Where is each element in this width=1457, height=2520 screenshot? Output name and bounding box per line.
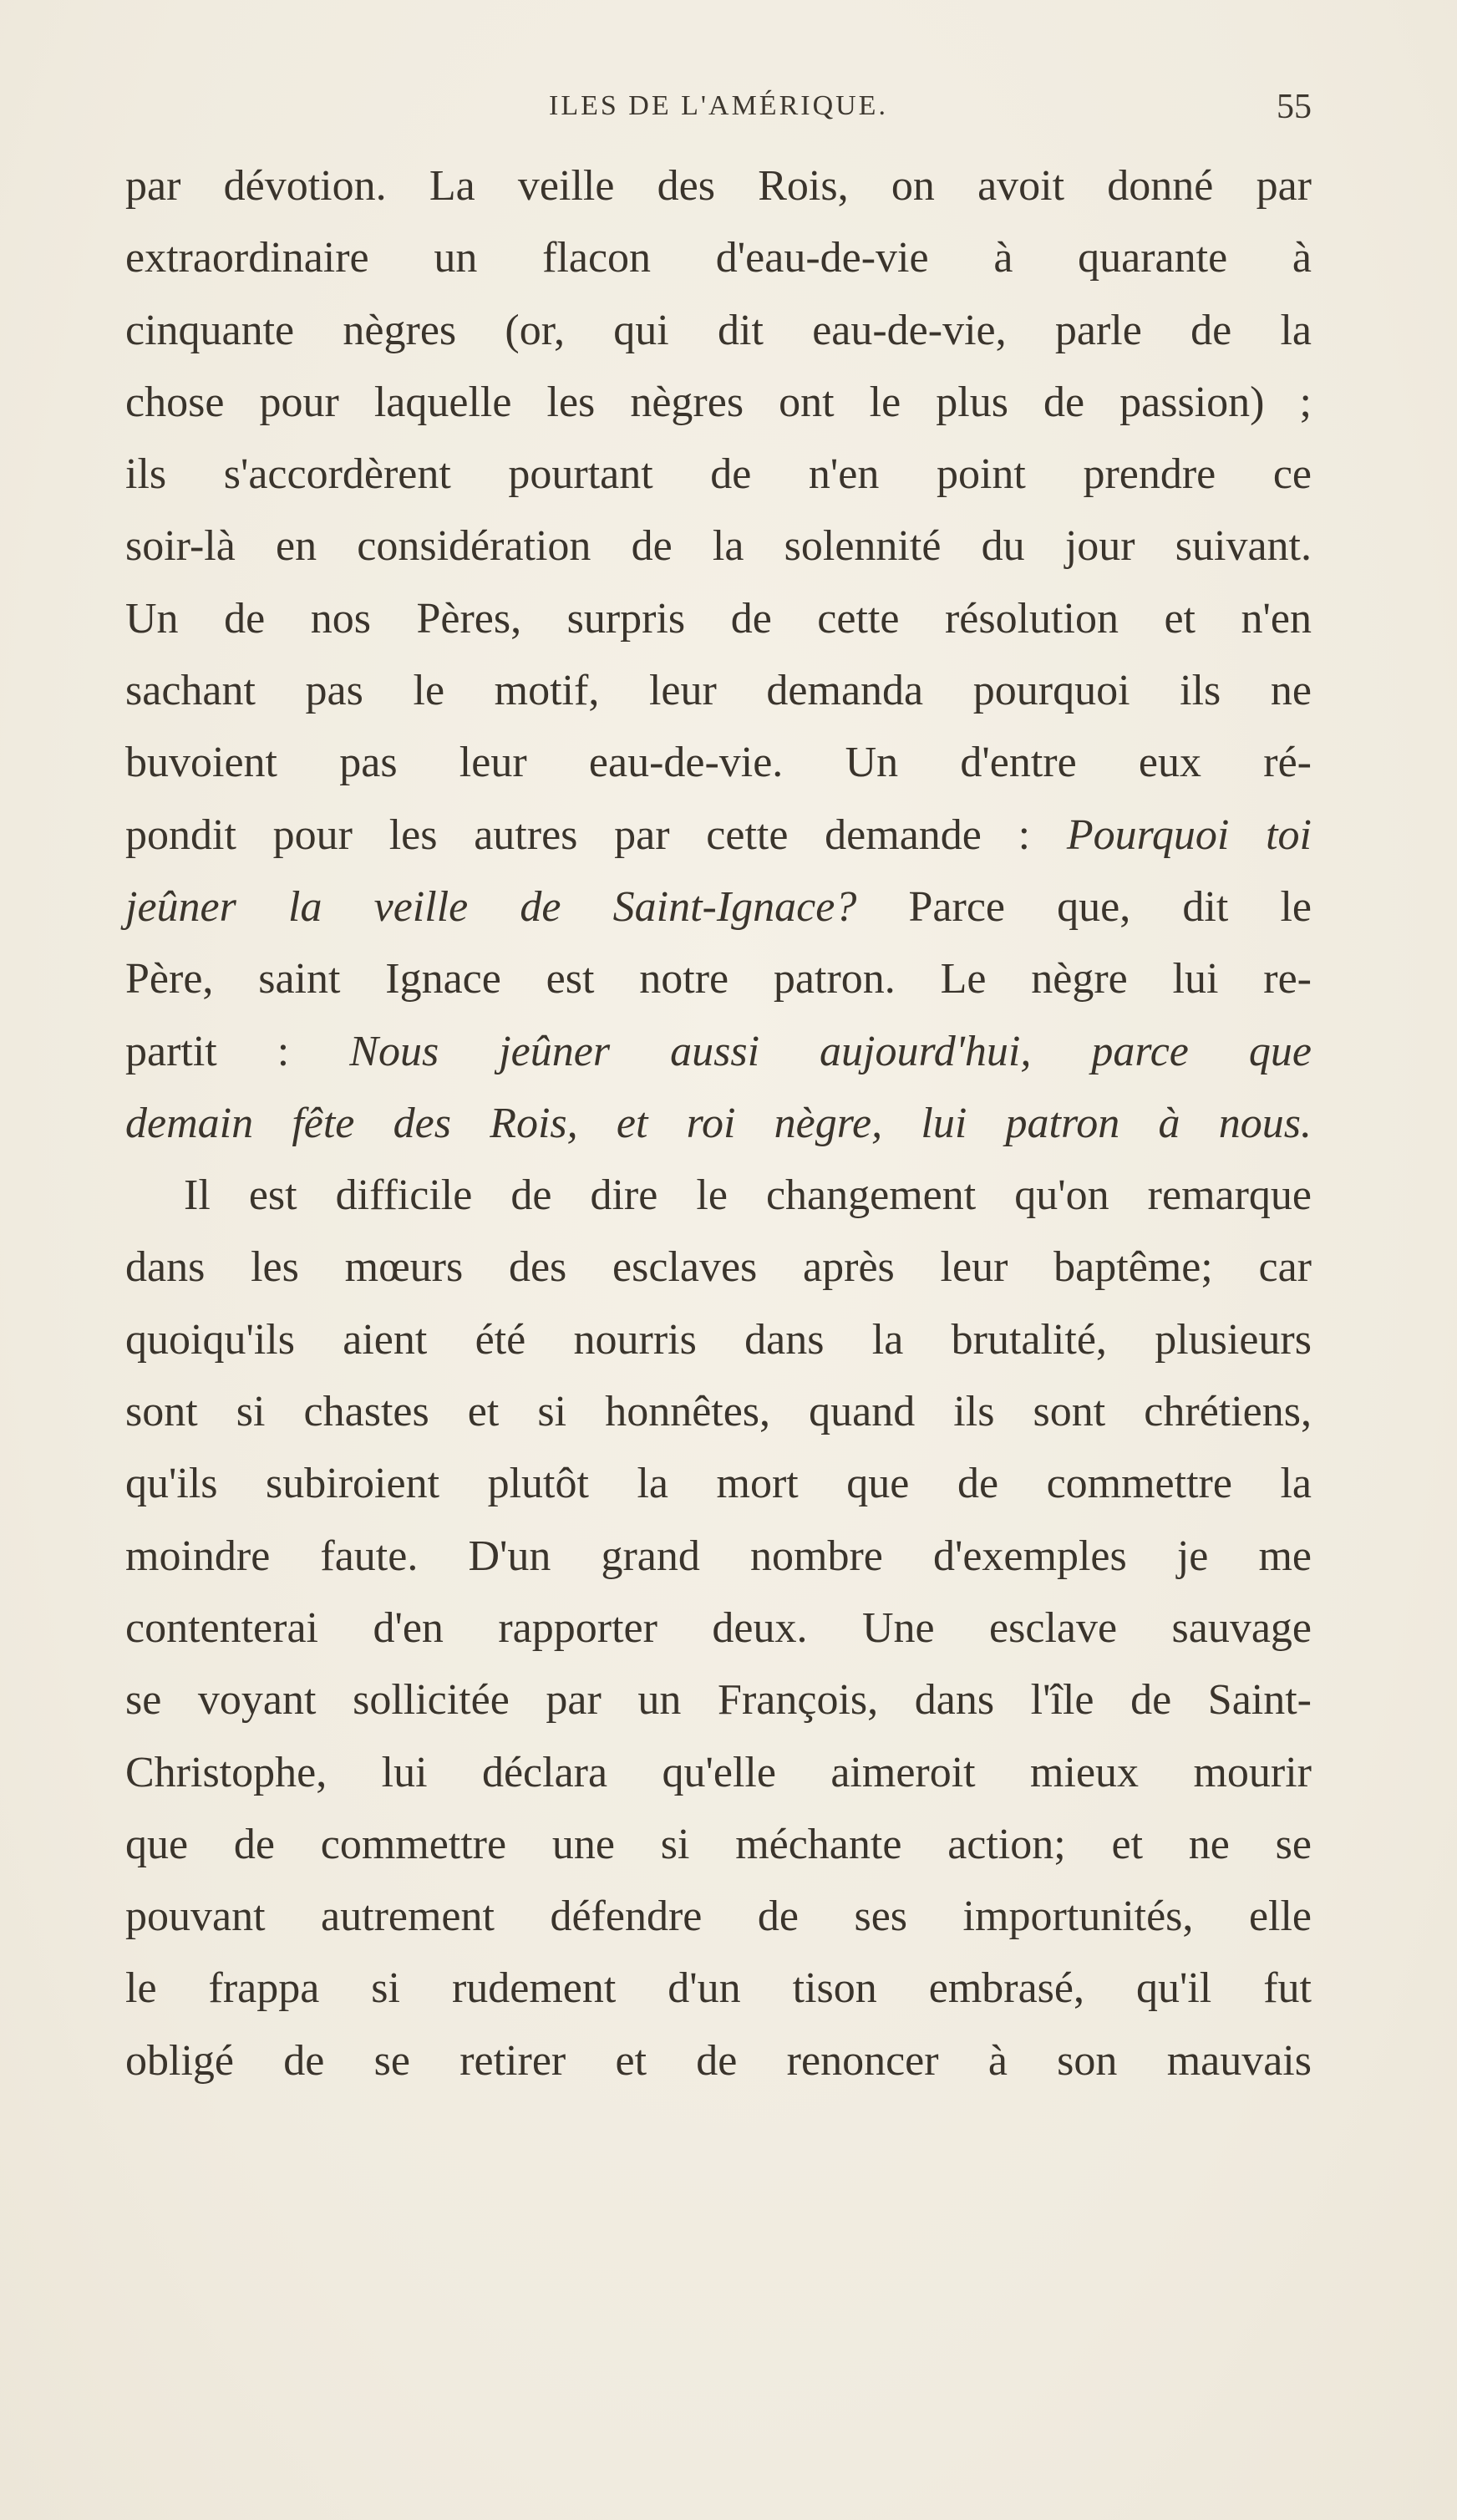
text-line: qu'ils subiroient plutôt la mort que de commettre la	[125, 1460, 1312, 1508]
text-line: contenterai d'en rapporter deux. Une esclave sauvage	[125, 1603, 1312, 1652]
text-line: le frappa si rudement d'un tison embrasé, qu'il fut	[125, 1964, 1312, 2013]
text-line: pouvant autrement défendre de ses importunités, elle	[125, 1893, 1312, 1941]
text-line	[125, 1088, 1312, 1160]
text-line: Père, saint Ignace est notre patron. Le nègre lui re-	[125, 955, 1312, 1003]
text-line: obligé de se retirer et de renoncer à son mauvais	[125, 2036, 1312, 2085]
page-number: 55	[1277, 88, 1312, 126]
text-line: que de commettre une si méchante action; et ne se	[125, 1820, 1312, 1868]
italic-phrase: demain fête des Rois, et roi nègre, lui patron à nous.	[125, 1099, 1312, 1147]
text-line: partit : Nous jeûner aussi aujourd'hui, parce que	[125, 1027, 1312, 1075]
running-title: ILES DE L'AMÉRIQUE.	[549, 90, 888, 121]
text-line: pondit pour les autres par cette demande : Pourquoi toi	[125, 810, 1312, 859]
running-head	[125, 90, 1312, 140]
text-line: se voyant sollicitée par un François, dans l'île de Saint-	[125, 1676, 1312, 1725]
text-line: sachant pas le motif, leur demanda pourquoi ils ne	[125, 667, 1312, 715]
text-line: ils s'accordèrent pourtant de n'en point prendre ce	[125, 450, 1312, 499]
text-line: buvoient pas leur eau-de-vie. Un d'entre eux ré-	[125, 739, 1312, 787]
text-line: cinquante nègres (or, qui dit eau-de-vie, parle de la	[125, 306, 1312, 354]
italic-phrase: Pourquoi toi	[1066, 810, 1312, 859]
text-line: quoiqu'ils aient été nourris dans la brutalité, plusieurs	[125, 1315, 1312, 1364]
italic-phrase: jeûner la veille de Saint-Ignace?	[125, 882, 857, 931]
text-line: chose pour laquelle les nègres ont le plus de passion) ;	[125, 378, 1312, 426]
text-line: Christophe, lui déclara qu'elle aimeroit mieux mourir	[125, 1748, 1312, 1796]
text-line: par dévotion. La veille des Rois, on avoit donné par	[125, 162, 1312, 210]
italic-phrase: Nous jeûner aussi aujourd'hui, parce que	[349, 1027, 1312, 1075]
text-line: jeûner la veille de Saint-Ignace? Parce que, dit le	[125, 882, 1312, 931]
paragraph-start-line: Il est difficile de dire le changement qu'on remarque	[184, 1171, 1312, 1220]
text-line: Un de nos Pères, surpris de cette résolution et n'en	[125, 594, 1312, 643]
text-line: dans les mœurs des esclaves après leur baptême; car	[125, 1243, 1312, 1292]
text-line: sont si chastes et si honnêtes, quand ils sont chrétiens,	[125, 1388, 1312, 1436]
text-line: moindre faute. D'un grand nombre d'exemples je me	[125, 1532, 1312, 1580]
body-text	[125, 150, 1312, 2097]
text-line: extraordinaire un flacon d'eau-de-vie à quarante à	[125, 234, 1312, 282]
text-line: soir-là en considération de la solennité du jour suivant.	[125, 522, 1312, 571]
